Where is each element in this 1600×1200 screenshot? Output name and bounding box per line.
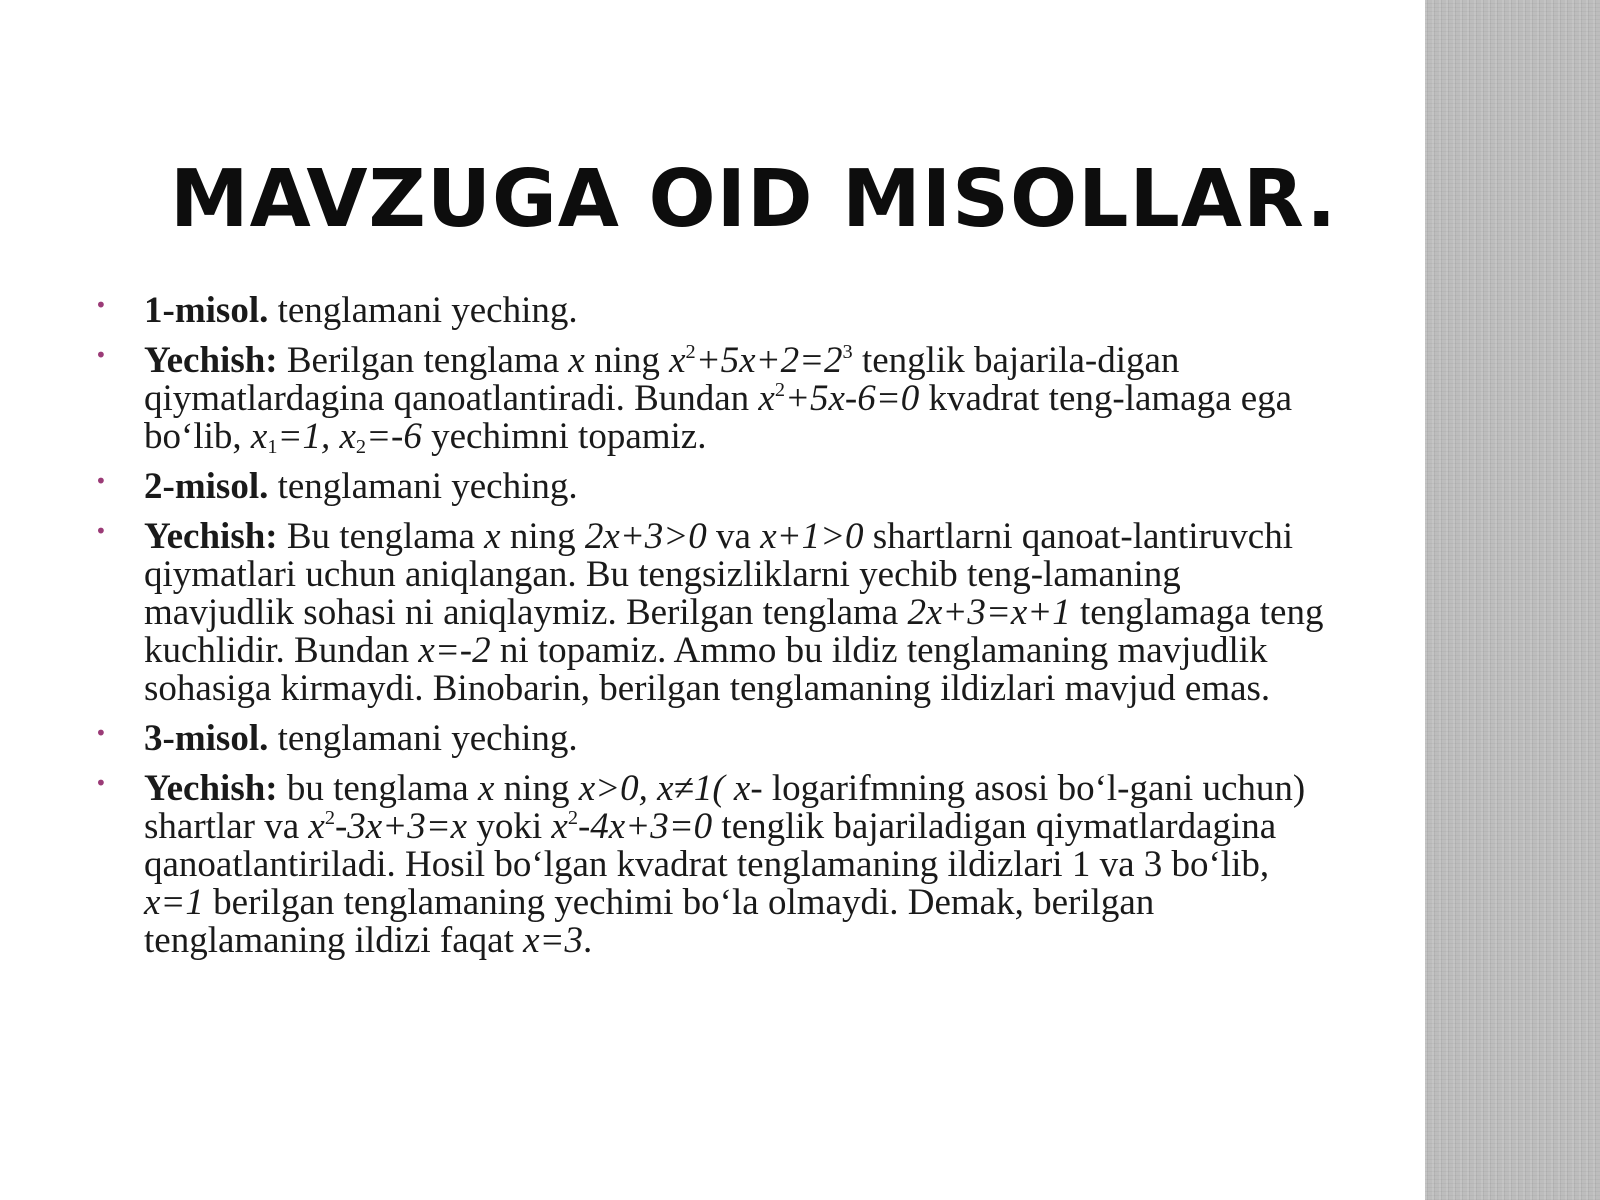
superscript: 2 bbox=[324, 806, 335, 829]
text: Bu tenglama bbox=[277, 516, 485, 557]
math: =-6 bbox=[366, 416, 422, 457]
list-item-solution-1 bbox=[95, 340, 1330, 459]
text: shartlarni qanoat-lantiruvchi qiymatlari uchun aniqlangan. Bu tengsizliklarni yechib teng-lamaning mavjudlik sohasi ni aniqlaymiz. Berilgan tenglama bbox=[144, 516, 1294, 633]
math: x bbox=[758, 378, 775, 419]
math: x>0, x≠1( x bbox=[578, 768, 751, 809]
superscript: 2 bbox=[685, 340, 696, 363]
text: - logarifmning asosi bo‘l-gani uchun) shartlar va bbox=[144, 768, 1306, 847]
math: x bbox=[568, 340, 585, 381]
superscript: 3 bbox=[842, 340, 853, 363]
bullet-icon: • bbox=[95, 293, 107, 317]
subscript: 1 bbox=[267, 436, 278, 459]
bullet-icon: • bbox=[95, 469, 107, 493]
superscript: 2 bbox=[567, 806, 578, 829]
text: tenglamani yeching. bbox=[268, 718, 578, 759]
example-list bbox=[95, 292, 1330, 972]
list-item-solution-2 bbox=[95, 518, 1330, 708]
example-label: 1-misol. bbox=[144, 290, 269, 331]
text: ning bbox=[500, 516, 585, 557]
list-item-example-3 bbox=[95, 720, 1330, 758]
text: tenglamani yeching. bbox=[268, 466, 578, 507]
math: 2x+3>0 bbox=[584, 516, 707, 557]
subscript: 2 bbox=[355, 436, 367, 459]
solution-label: Yechish: bbox=[144, 340, 278, 381]
bullet-icon: • bbox=[95, 519, 107, 543]
solution-label: Yechish: bbox=[144, 516, 278, 557]
math: x bbox=[308, 806, 325, 847]
text: bu tenglama bbox=[277, 768, 478, 809]
math: x bbox=[250, 416, 268, 457]
math: x=1 bbox=[144, 882, 204, 923]
list-item-example-2 bbox=[95, 468, 1330, 506]
slide-title: MAVZUGA OID MISOLLAR. bbox=[170, 153, 1338, 245]
math: +5x+2=2 bbox=[695, 340, 843, 381]
text: tenglik bajarila-digan qiymatlardagina qanoatlantiradi. Bundan bbox=[144, 340, 1180, 419]
math: x bbox=[477, 768, 495, 809]
math: x bbox=[484, 516, 501, 557]
solution-label: Yechish: bbox=[144, 768, 278, 809]
text: yechimni topamiz. bbox=[421, 416, 707, 457]
text: ning bbox=[584, 340, 670, 381]
math: x bbox=[669, 340, 686, 381]
text: yoki bbox=[467, 806, 552, 847]
example-label: 3-misol. bbox=[144, 718, 269, 759]
bullet-icon: • bbox=[95, 721, 107, 745]
text: va bbox=[706, 516, 761, 557]
text: ning bbox=[494, 768, 579, 809]
math: x bbox=[551, 806, 568, 847]
text: . bbox=[583, 920, 593, 961]
text: tenglamani yeching. bbox=[268, 290, 578, 331]
decorative-side-bar bbox=[1425, 0, 1600, 1200]
math: x=-2 bbox=[418, 630, 491, 671]
math: x+1>0 bbox=[760, 516, 864, 557]
list-item-example-1 bbox=[95, 292, 1330, 330]
math: =1, x bbox=[277, 416, 356, 457]
text: tenglik bajariladigan qiymatlardagina qanoatlantiriladi. Hosil bo‘lgan kvadrat tenglamaning ildizlari 1 va 3 bo‘lib, bbox=[144, 806, 1277, 885]
math: -3x+3=x bbox=[334, 806, 468, 847]
text: ni topamiz. Ammo bu ildiz tenglamaning mavjudlik sohasiga kirmaydi. Binobarin, berilgan tenglamaning ildizlari mavjud emas. bbox=[144, 630, 1271, 709]
bullet-icon: • bbox=[95, 771, 107, 795]
text: tenglamaga teng kuchlidir. Bundan bbox=[144, 592, 1324, 671]
math: +5x-6=0 bbox=[785, 378, 920, 419]
example-label: 2-misol. bbox=[144, 466, 269, 507]
list-item-solution-3 bbox=[95, 770, 1330, 960]
text: kvadrat teng-lamaga ega bo‘lib, bbox=[144, 378, 1293, 457]
text: Berilgan tenglama bbox=[277, 340, 569, 381]
math: 2x+3=x+1 bbox=[907, 592, 1071, 633]
superscript: 2 bbox=[774, 378, 786, 401]
bullet-icon: • bbox=[95, 343, 107, 367]
text: berilgan tenglamaning yechimi bo‘la olmaydi. Demak, berilgan tenglamaning ildizi faqat bbox=[144, 882, 1155, 961]
math: x=3 bbox=[523, 920, 584, 961]
math: -4x+3=0 bbox=[577, 806, 713, 847]
